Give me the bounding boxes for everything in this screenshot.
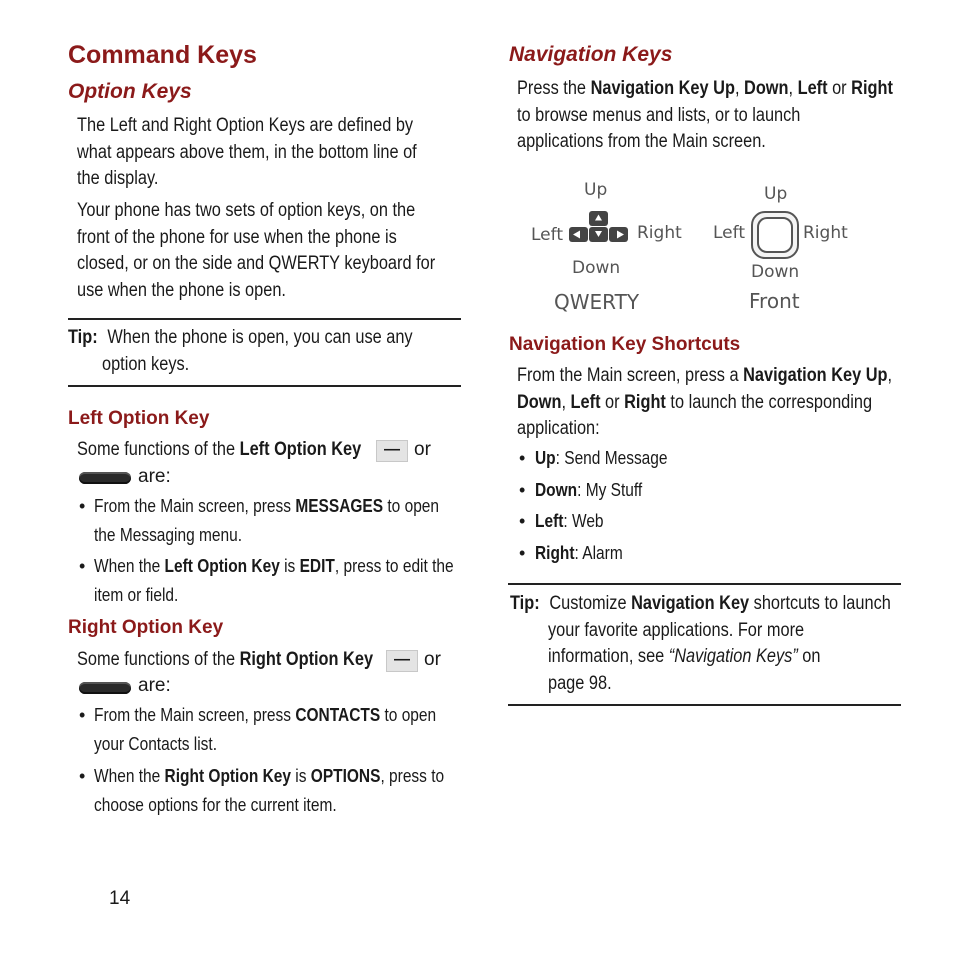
tip-label: Tip: [68, 327, 98, 348]
option-key-dash-icon: — [376, 440, 408, 462]
right-option-key-intro: Some functions of the Right Option Key [77, 649, 374, 670]
option-keys-paragraph-2: Your phone has two sets of option keys, on the front of the phone for use when the phone is closed, or on the side and QWERTY keyboard for use when the phone is open. [77, 200, 436, 301]
list-item: • When the Right Option Key is OPTIONS, press to choose options for the current item. [79, 766, 445, 815]
tip-divider-top [68, 318, 461, 320]
section-heading-left-option-key: Left Option Key [68, 408, 210, 429]
qwerty-arrow-keys-icon [566, 208, 634, 246]
tip-divider-bottom [508, 704, 901, 706]
or-text: or [414, 439, 431, 460]
left-option-key-icon [79, 472, 131, 484]
front-navigation-key-icon [750, 210, 800, 260]
qwerty-right-label: Right [637, 223, 682, 243]
tip-divider-bottom [68, 385, 461, 387]
page-title: Command Keys [68, 41, 257, 69]
list-item: • Up: Send Message [519, 448, 668, 468]
front-down-label: Down [751, 262, 800, 282]
qwerty-up-label: Up [584, 180, 608, 200]
section-heading-navigation-key-shortcuts: Navigation Key Shortcuts [509, 334, 741, 355]
list-item: • When the Left Option Key is EDIT, press to edit the item or field. [79, 556, 454, 605]
option-key-dash-icon: — [386, 650, 418, 672]
tip-divider-top [508, 583, 901, 585]
tip-box-1: Tip: When the phone is open, you can use any option keys. [68, 327, 413, 375]
qwerty-left-label: Left [531, 225, 563, 245]
are-text: are: [138, 466, 171, 487]
front-caption: Front [749, 289, 800, 313]
section-heading-navigation-keys: Navigation Keys [509, 43, 673, 66]
left-option-key-intro: Some functions of the Left Option Key [77, 439, 362, 460]
right-option-key-icon [79, 682, 131, 694]
tip-label: Tip: [510, 593, 540, 614]
front-left-label: Left [713, 223, 745, 243]
or-text: or [424, 649, 441, 670]
page-number: 14 [109, 888, 131, 909]
list-item: • Down: My Stuff [519, 480, 643, 500]
list-item: • Left: Web [519, 511, 604, 531]
cross-reference-link[interactable]: “Navigation Keys” [668, 646, 798, 667]
qwerty-caption: QWERTY [554, 290, 640, 314]
shortcuts-paragraph: From the Main screen, press a Navigation Key Up, Down, Left or Right to launch the corresponding application: [517, 365, 893, 439]
front-right-label: Right [803, 223, 848, 243]
tip-box-2: Tip: Customize Navigation Key shortcuts to launch your favorite applications. For more information, see “Navigation Keys” on page 98. [510, 593, 891, 694]
list-item: • From the Main screen, press CONTACTS to open your Contacts list. [79, 705, 437, 754]
section-heading-right-option-key: Right Option Key [68, 617, 224, 638]
option-keys-paragraph-1: The Left and Right Option Keys are defined by what appears above them, in the bottom line of the display. [77, 115, 417, 189]
qwerty-down-label: Down [572, 258, 621, 278]
are-text: are: [138, 675, 171, 696]
front-up-label: Up [764, 184, 788, 204]
navigation-keys-paragraph: Press the Navigation Key Up, Down, Left or Right to browse menus and lists, or to launch applications from the Main screen. [517, 78, 893, 152]
list-item: • Right: Alarm [519, 543, 623, 563]
section-heading-option-keys: Option Keys [68, 80, 192, 103]
list-item: • From the Main screen, press MESSAGES to open the Messaging menu. [79, 496, 440, 545]
